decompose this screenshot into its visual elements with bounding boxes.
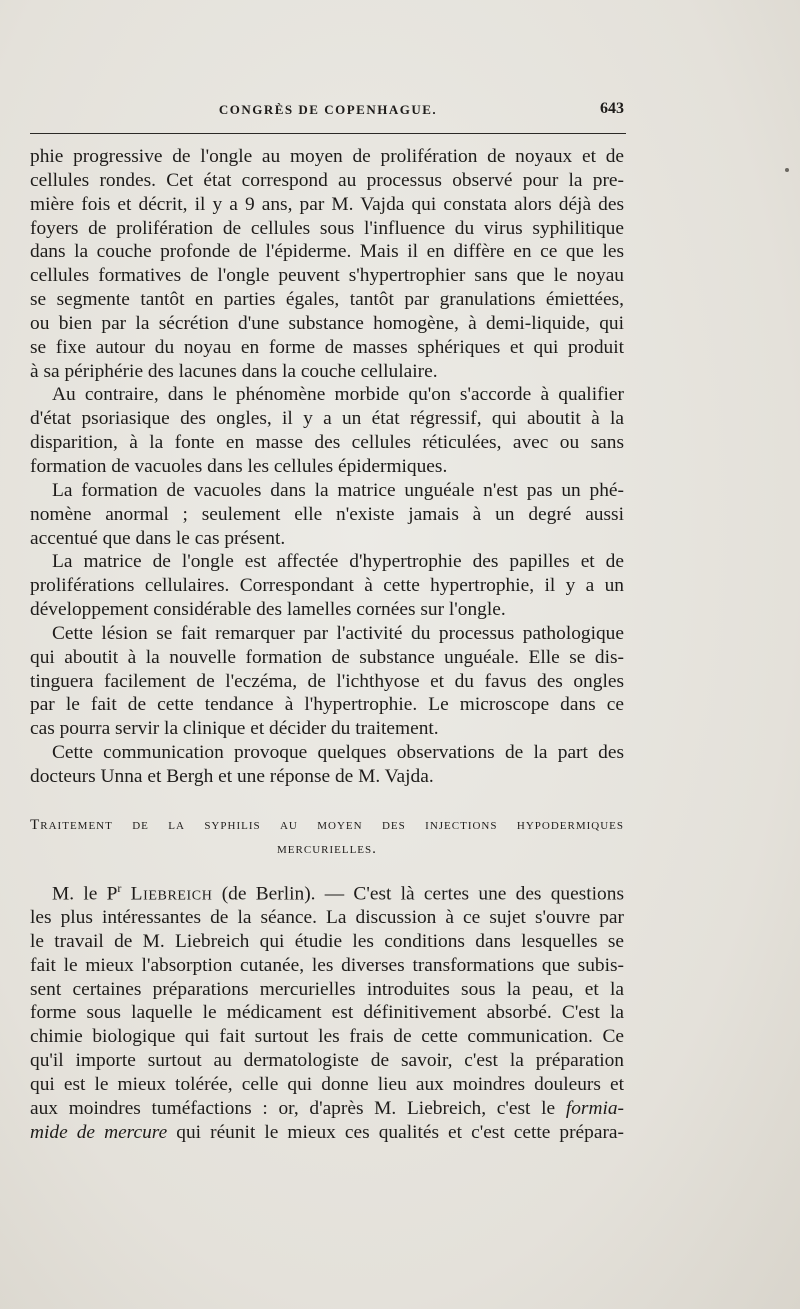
text-line: disparition, à la fonte en masse des cellules réticulées, avec ou sans — [30, 432, 624, 454]
page-header — [30, 100, 626, 124]
text-line: qui aboutit à la nouvelle formation de substance unguéale. Elle se dis- — [30, 646, 624, 668]
speaker-rest: (de Berlin). — C'est là certes une des questions — [212, 883, 624, 905]
speaker-prefix-superscript: r — [117, 880, 122, 895]
text-line: tinguera facilement de l'eczéma, de l'ichthyose et du favus des ongles — [30, 670, 624, 692]
text-fragment: qui réunit le mieux ces qualités et c'est cette prépara- — [167, 1121, 624, 1143]
speaker-line — [30, 877, 624, 906]
text-line: qui est le mieux tolérée, celle qui donne lieu aux moindres douleurs et — [30, 1074, 624, 1095]
text-line: chimie biologique qui fait surtout les frais de cette communication. Ce — [30, 1026, 624, 1048]
text-line: mière fois et décrit, il y a 9 ans, par M. Vajda qui constata alors déjà des — [30, 193, 624, 215]
paragraph-7 — [30, 877, 624, 1145]
text-line: le travail de M. Liebreich qui étudie les conditions dans lesquelles se — [30, 930, 624, 952]
section-spacer — [30, 789, 624, 813]
text-line: docteurs Unna et Bergh et une réponse de M. Vajda. — [30, 765, 434, 787]
text-line: par le fait de cette tendance à l'hypertrophie. Le microscope dans ce — [30, 694, 624, 716]
text-line: Cette lésion se fait remarquer par l'activité du processus pathologique — [52, 622, 624, 644]
text-line: nomène anormal ; seulement elle n'existe jamais à un degré aussi — [30, 503, 624, 525]
paragraph-2 — [30, 383, 624, 478]
text-line: ou bien par la sécrétion d'une substance homogène, à demi-liquide, qui — [30, 312, 624, 334]
text-fragment: aux moindres tuméfactions : or, d'après M. Liebreich, c'est le — [30, 1097, 566, 1119]
text-line: Cette communication provoque quelques observations de la part des — [52, 742, 624, 764]
text-line: les plus intéressantes de la séance. La discussion à ce sujet s'ouvre par — [30, 907, 624, 929]
text-line: accentué que dans le cas présent. — [30, 527, 286, 549]
paragraph-1 — [30, 145, 624, 383]
paper-speck — [785, 168, 789, 172]
text-line: d'état psoriasique des ongles, il y a un état régressif, qui aboutit à la — [30, 408, 624, 430]
paragraph-3 — [30, 479, 624, 551]
text-line: cellules formatives de l'ongle peuvent s'hypertrophier sans que le noyau — [30, 265, 624, 287]
section-title-line: mercurielles. — [277, 839, 377, 857]
text-line: proliférations cellulaires. Correspondant à cette hypertrophie, il y a un — [30, 575, 624, 597]
speaker-name: Liebreich — [130, 883, 213, 905]
text-line — [30, 1121, 624, 1145]
text-line: développement considérable des lamelles cornées sur l'ongle. — [30, 599, 506, 621]
italic-term: formia- — [565, 1097, 624, 1119]
text-line: fait le mieux l'absorption cutanée, les diverses transformations que subis- — [30, 954, 624, 976]
text-line: sent certaines préparations mercurielles introduites sous la peau, et la — [30, 978, 624, 1000]
paragraph-4 — [30, 550, 624, 622]
text-line: Au contraire, dans le phénomène morbide qu'on s'accorde à qualifier — [52, 384, 624, 406]
text-line: phie progressive de l'ongle au moyen de prolifération de noyaux et de — [30, 146, 624, 167]
text-line: forme sous laquelle le médicament est définitivement absorbé. C'est la — [30, 1002, 624, 1024]
paragraph-5 — [30, 622, 624, 741]
section-heading — [30, 813, 624, 861]
body-text — [30, 145, 624, 1145]
text-line: se fixe autour du noyau en forme de masses sphériques et qui produit — [30, 336, 624, 358]
text-line: foyers de prolifération de cellules sous l'influence du virus syphilitique — [30, 217, 624, 239]
text-line: se segmente tantôt en parties égales, tantôt par granulations émiettées, — [30, 289, 624, 311]
paragraph-6 — [30, 741, 624, 789]
page-number: 643 — [600, 100, 624, 117]
text-line: cellules rondes. Cet état correspond au processus observé pour la pre- — [30, 169, 624, 191]
italic-term: mide de mercure — [30, 1121, 168, 1143]
section-title-line: Traitement de la syphilis au moyen des injections hypodermiques — [30, 815, 624, 833]
text-line: La formation de vacuoles dans la matrice unguéale n'est pas un phé- — [52, 479, 624, 501]
text-line: dans la couche profonde de l'épiderme. Mais il en diffère en ce que les — [30, 241, 624, 263]
text-line: à sa périphérie des lacunes dans la couche cellulaire. — [30, 360, 438, 382]
section-spacer — [30, 861, 624, 877]
text-line — [30, 1097, 624, 1121]
header-rule — [30, 133, 626, 134]
running-head: CONGRÈS DE COPENHAGUE. — [218, 102, 438, 117]
speaker-prefix: M. le P — [52, 883, 118, 905]
text-line: formation de vacuoles dans les cellules épidermiques. — [30, 455, 448, 477]
text-line: La matrice de l'ongle est affectée d'hypertrophie des papilles et de — [52, 551, 624, 573]
text-line: qu'il importe surtout au dermatologiste de savoir, c'est la préparation — [30, 1050, 624, 1072]
text-line: cas pourra servir la clinique et décider du traitement. — [30, 718, 439, 740]
